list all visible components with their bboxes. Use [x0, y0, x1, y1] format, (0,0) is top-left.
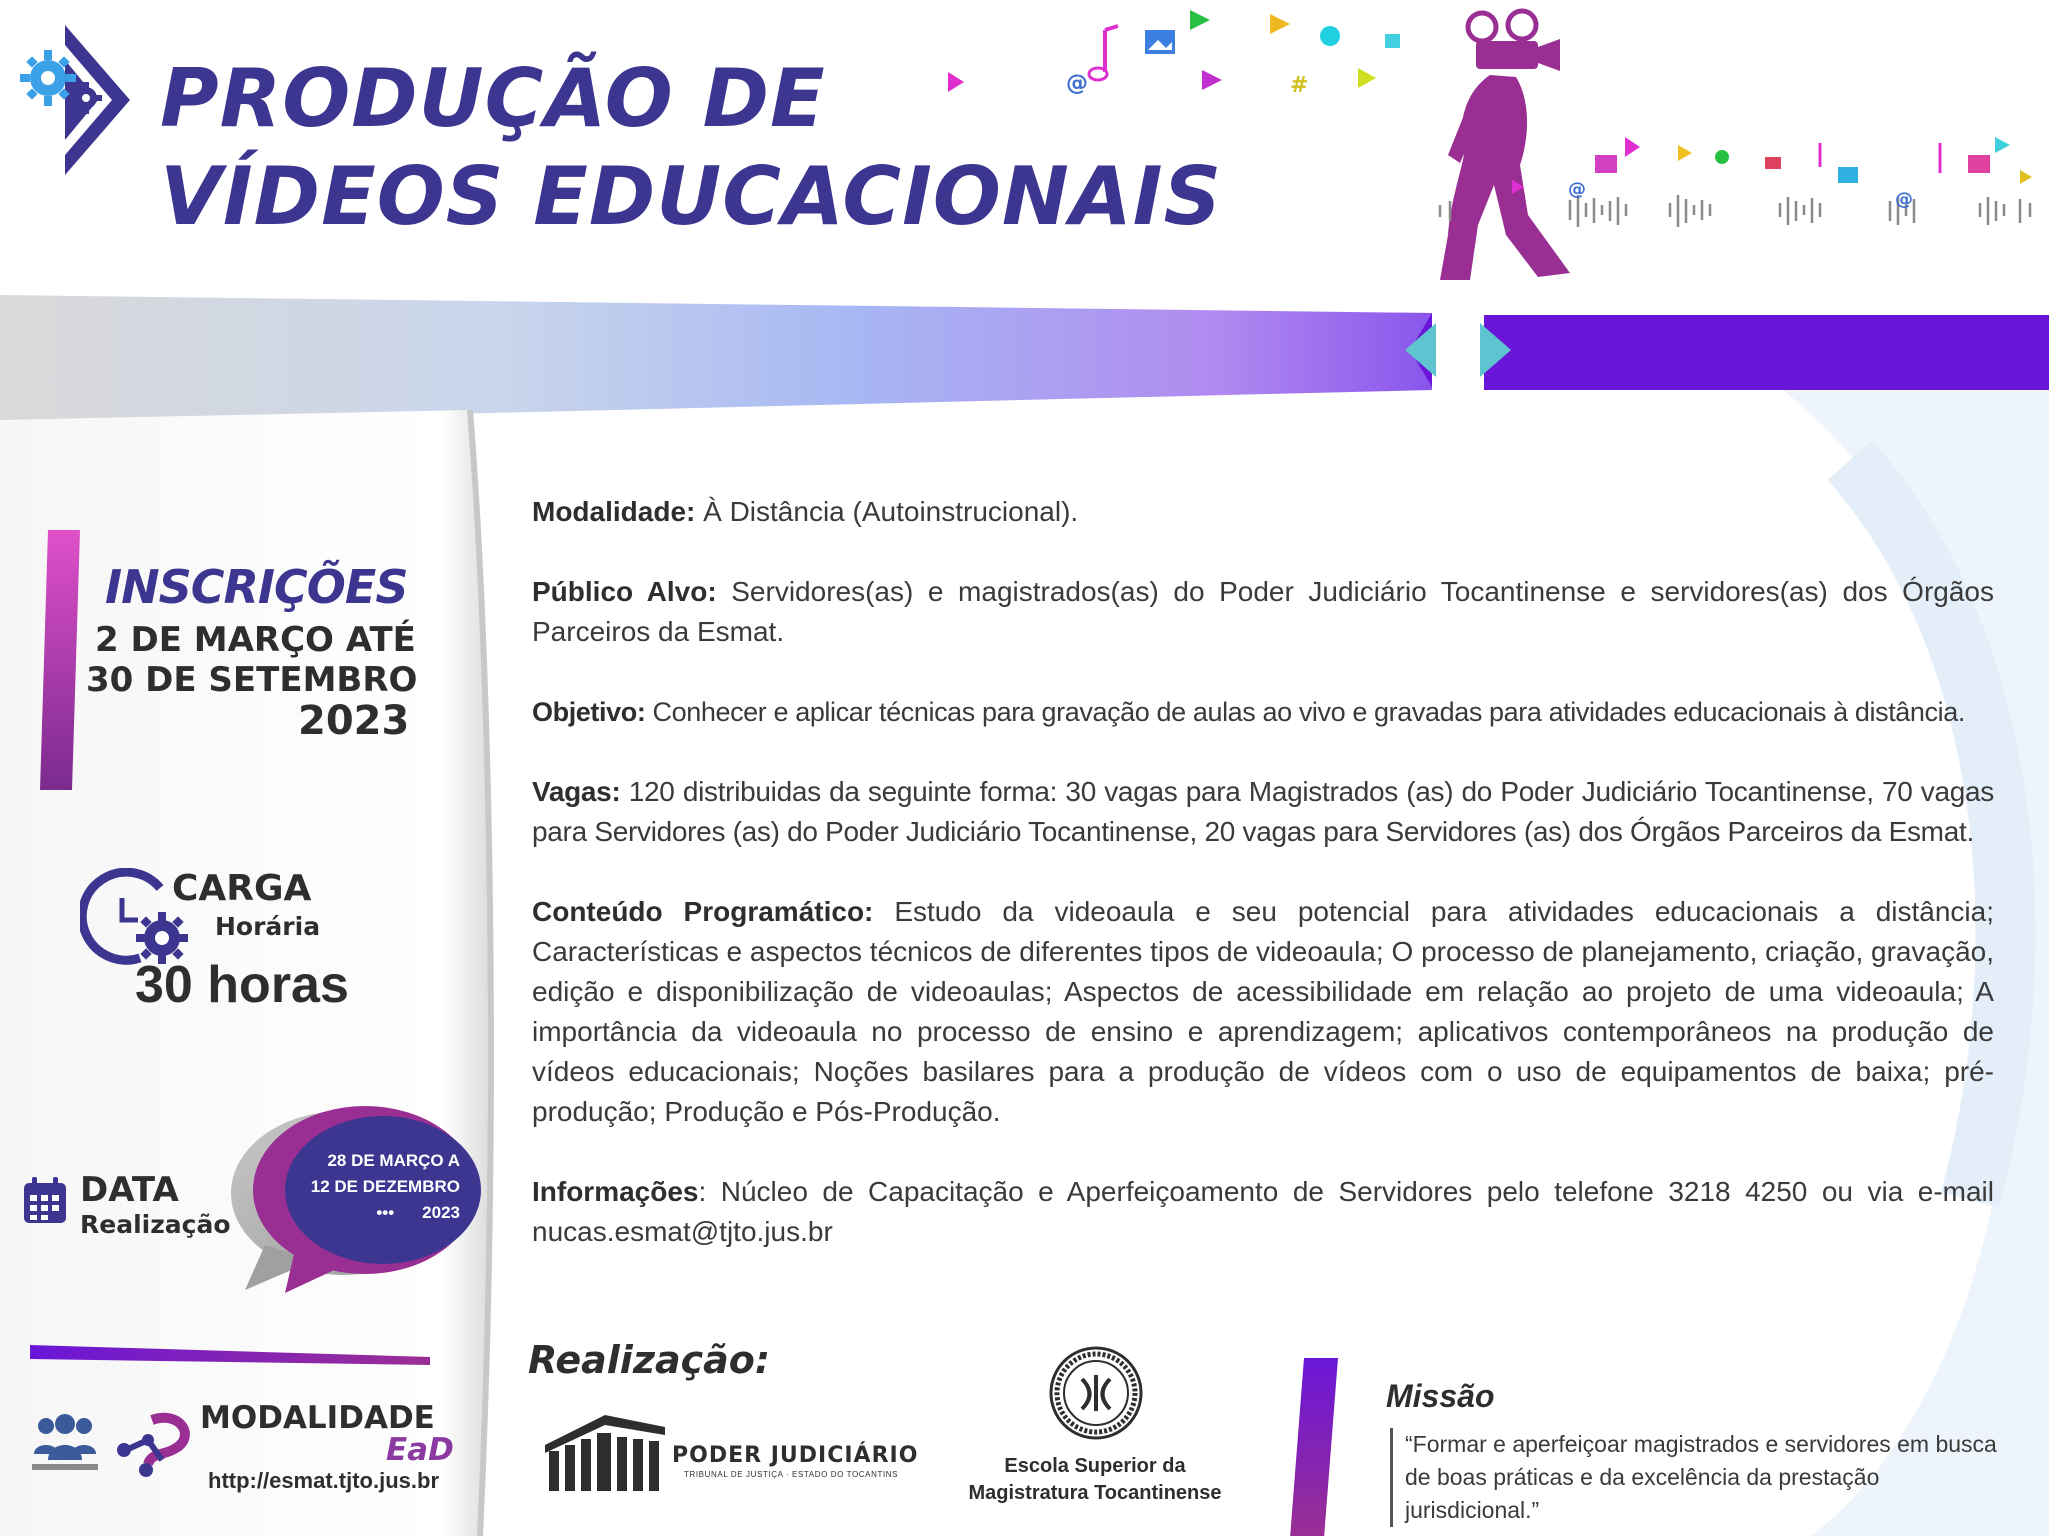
informacoes-paragraph: [532, 1172, 1994, 1252]
informacoes-field-text: : Núcleo de Capacitação e Aperfeiçoamento de Servidores pelo telefone 3218 4250 ou via e-mail nucas.esmat@tjto.jus.br: [532, 1176, 1994, 1247]
vagas-field-text: 120 distribuidas da seguinte forma: 30 vagas para Magistrados (as) do Poder Judiciário Tocantinense, 70 vagas para Servidores (as) do Poder Judiciário Tocantinense, 20 vagas para Servidores (as) dos Órgãos Parceiros da Esmat.: [532, 776, 1994, 847]
calendar-icon: [22, 1175, 68, 1225]
publico-field-text: Servidores(as) e magistrados(as) do Poder Judiciário Tocantinense e servidores(as) dos Órgãos Parceiros da Esmat.: [532, 576, 1995, 647]
conteudo-field-label: Conteúdo Programático:: [532, 896, 874, 927]
modalidade-paragraph: [532, 492, 1994, 532]
vagas-field-label: Vagas:: [532, 776, 621, 807]
course-description: [532, 492, 1994, 1292]
missao-title: Missão: [1386, 1378, 1495, 1414]
conteudo-field-text: Estudo da videoaula e seu potencial para atividades educacionais a distância; Características e aspectos técnicos de diferentes tipos de videoaula; O processo de planejamento, criação, gravação, edição e disponibilização de videoaulas; Aspectos de acessibilidade em relação ao projeto de uma videoaula; A importância da videoaula no processo de ensino e aprendizagem; aplicativos contemporâneos na produção de vídeos educacionais; Noções basilares para a produção de vídeos com o uso de equipamentos de baixa; pré-produção; Produção e Pós-Produção.: [532, 896, 1995, 1127]
objetivo-field-label: Objetivo:: [532, 697, 646, 727]
website-url[interactable]: http://esmat.tjto.jus.br: [208, 1468, 439, 1493]
horaria-label: Horária: [215, 912, 321, 941]
svg-text:@: @: [1066, 71, 1088, 96]
missao-text: “Formar e aperfeiçoar magistrados e servidores em busca de boas práticas e da excelência da prestação jurisdicional.”: [1390, 1428, 2010, 1527]
users-group-icon: [32, 1410, 98, 1470]
esmat-seal-logo: [1048, 1345, 1144, 1441]
realizacao-year: 2023: [422, 1203, 460, 1222]
svg-text:@: @: [1568, 179, 1586, 200]
objetivo-paragraph: [532, 692, 1994, 732]
missao-accent-bar: [1290, 1358, 1340, 1536]
modalidade-accent-line: [30, 1345, 430, 1375]
poder-judiciario-subtitle: TRIBUNAL DE JUSTIÇA · ESTADO DO TOCANTINS: [684, 1470, 899, 1479]
esmat-name-line1: Escola Superior da: [1004, 1455, 1186, 1477]
publico-field-label: Público Alvo:: [532, 576, 717, 607]
modalidade-field-text: À Distância (Autoinstrucional).: [695, 496, 1079, 527]
esmat-name-line2: Magistratura Tocantinense: [968, 1482, 1222, 1504]
objetivo-field-text: Conhecer e aplicar técnicas para gravação de aulas ao vivo e gravadas para atividades educacionais à distância.: [645, 697, 1965, 727]
modalidade-ead: EaD: [386, 1432, 454, 1468]
svg-text:#: #: [1290, 73, 1309, 98]
page-title-line2: VÍDEOS EDUCACIONAIS: [160, 150, 1223, 243]
realizacao-dots: •••: [376, 1203, 395, 1222]
page-title-line1: PRODUÇÃO DE: [160, 52, 826, 145]
inscricoes-accent-bar: [40, 530, 84, 790]
publico-paragraph: [532, 572, 1994, 652]
carga-horaria-value: 30 horas: [135, 956, 349, 1014]
ead-network-icon: [112, 1410, 202, 1480]
header-arrow-gears-icon: [20, 20, 140, 180]
carga-label: CARGA: [172, 868, 312, 909]
realizacao-heading: Realização:: [528, 1338, 771, 1382]
data-realizacao-label: Realização: [80, 1210, 231, 1239]
modalidade-field-label: Modalidade:: [532, 496, 696, 527]
inscricoes-title: INSCRIÇÕES: [105, 560, 408, 614]
inscricoes-year: 2023: [298, 698, 410, 744]
inscricoes-date-start: 2 DE MARÇO ATÉ: [95, 620, 416, 660]
svg-text:@: @: [1895, 189, 1913, 210]
data-label: DATA: [80, 1170, 179, 1210]
poder-judiciario-title: PODER JUDICIÁRIO: [672, 1443, 919, 1468]
conteudo-paragraph: [532, 892, 1994, 1132]
vagas-paragraph: [532, 772, 1994, 852]
inscricoes-date-end: 30 DE SETEMBRO: [86, 660, 418, 700]
informacoes-field-label: Informações: [532, 1176, 699, 1207]
realizacao-year-row: [300, 1200, 460, 1226]
walking-camera-person-illustration: [1420, 5, 2049, 285]
modalidade-label: MODALIDADE: [200, 1400, 435, 1436]
media-icons-decoration: [940, 0, 1400, 120]
poder-judiciario-logo: [545, 1415, 665, 1495]
realizacao-date-start: 28 DE MARÇO A: [327, 1151, 460, 1170]
realizacao-date-end: 12 DE DEZEMBRO: [310, 1177, 460, 1196]
realizacao-dates-text: [300, 1148, 460, 1226]
